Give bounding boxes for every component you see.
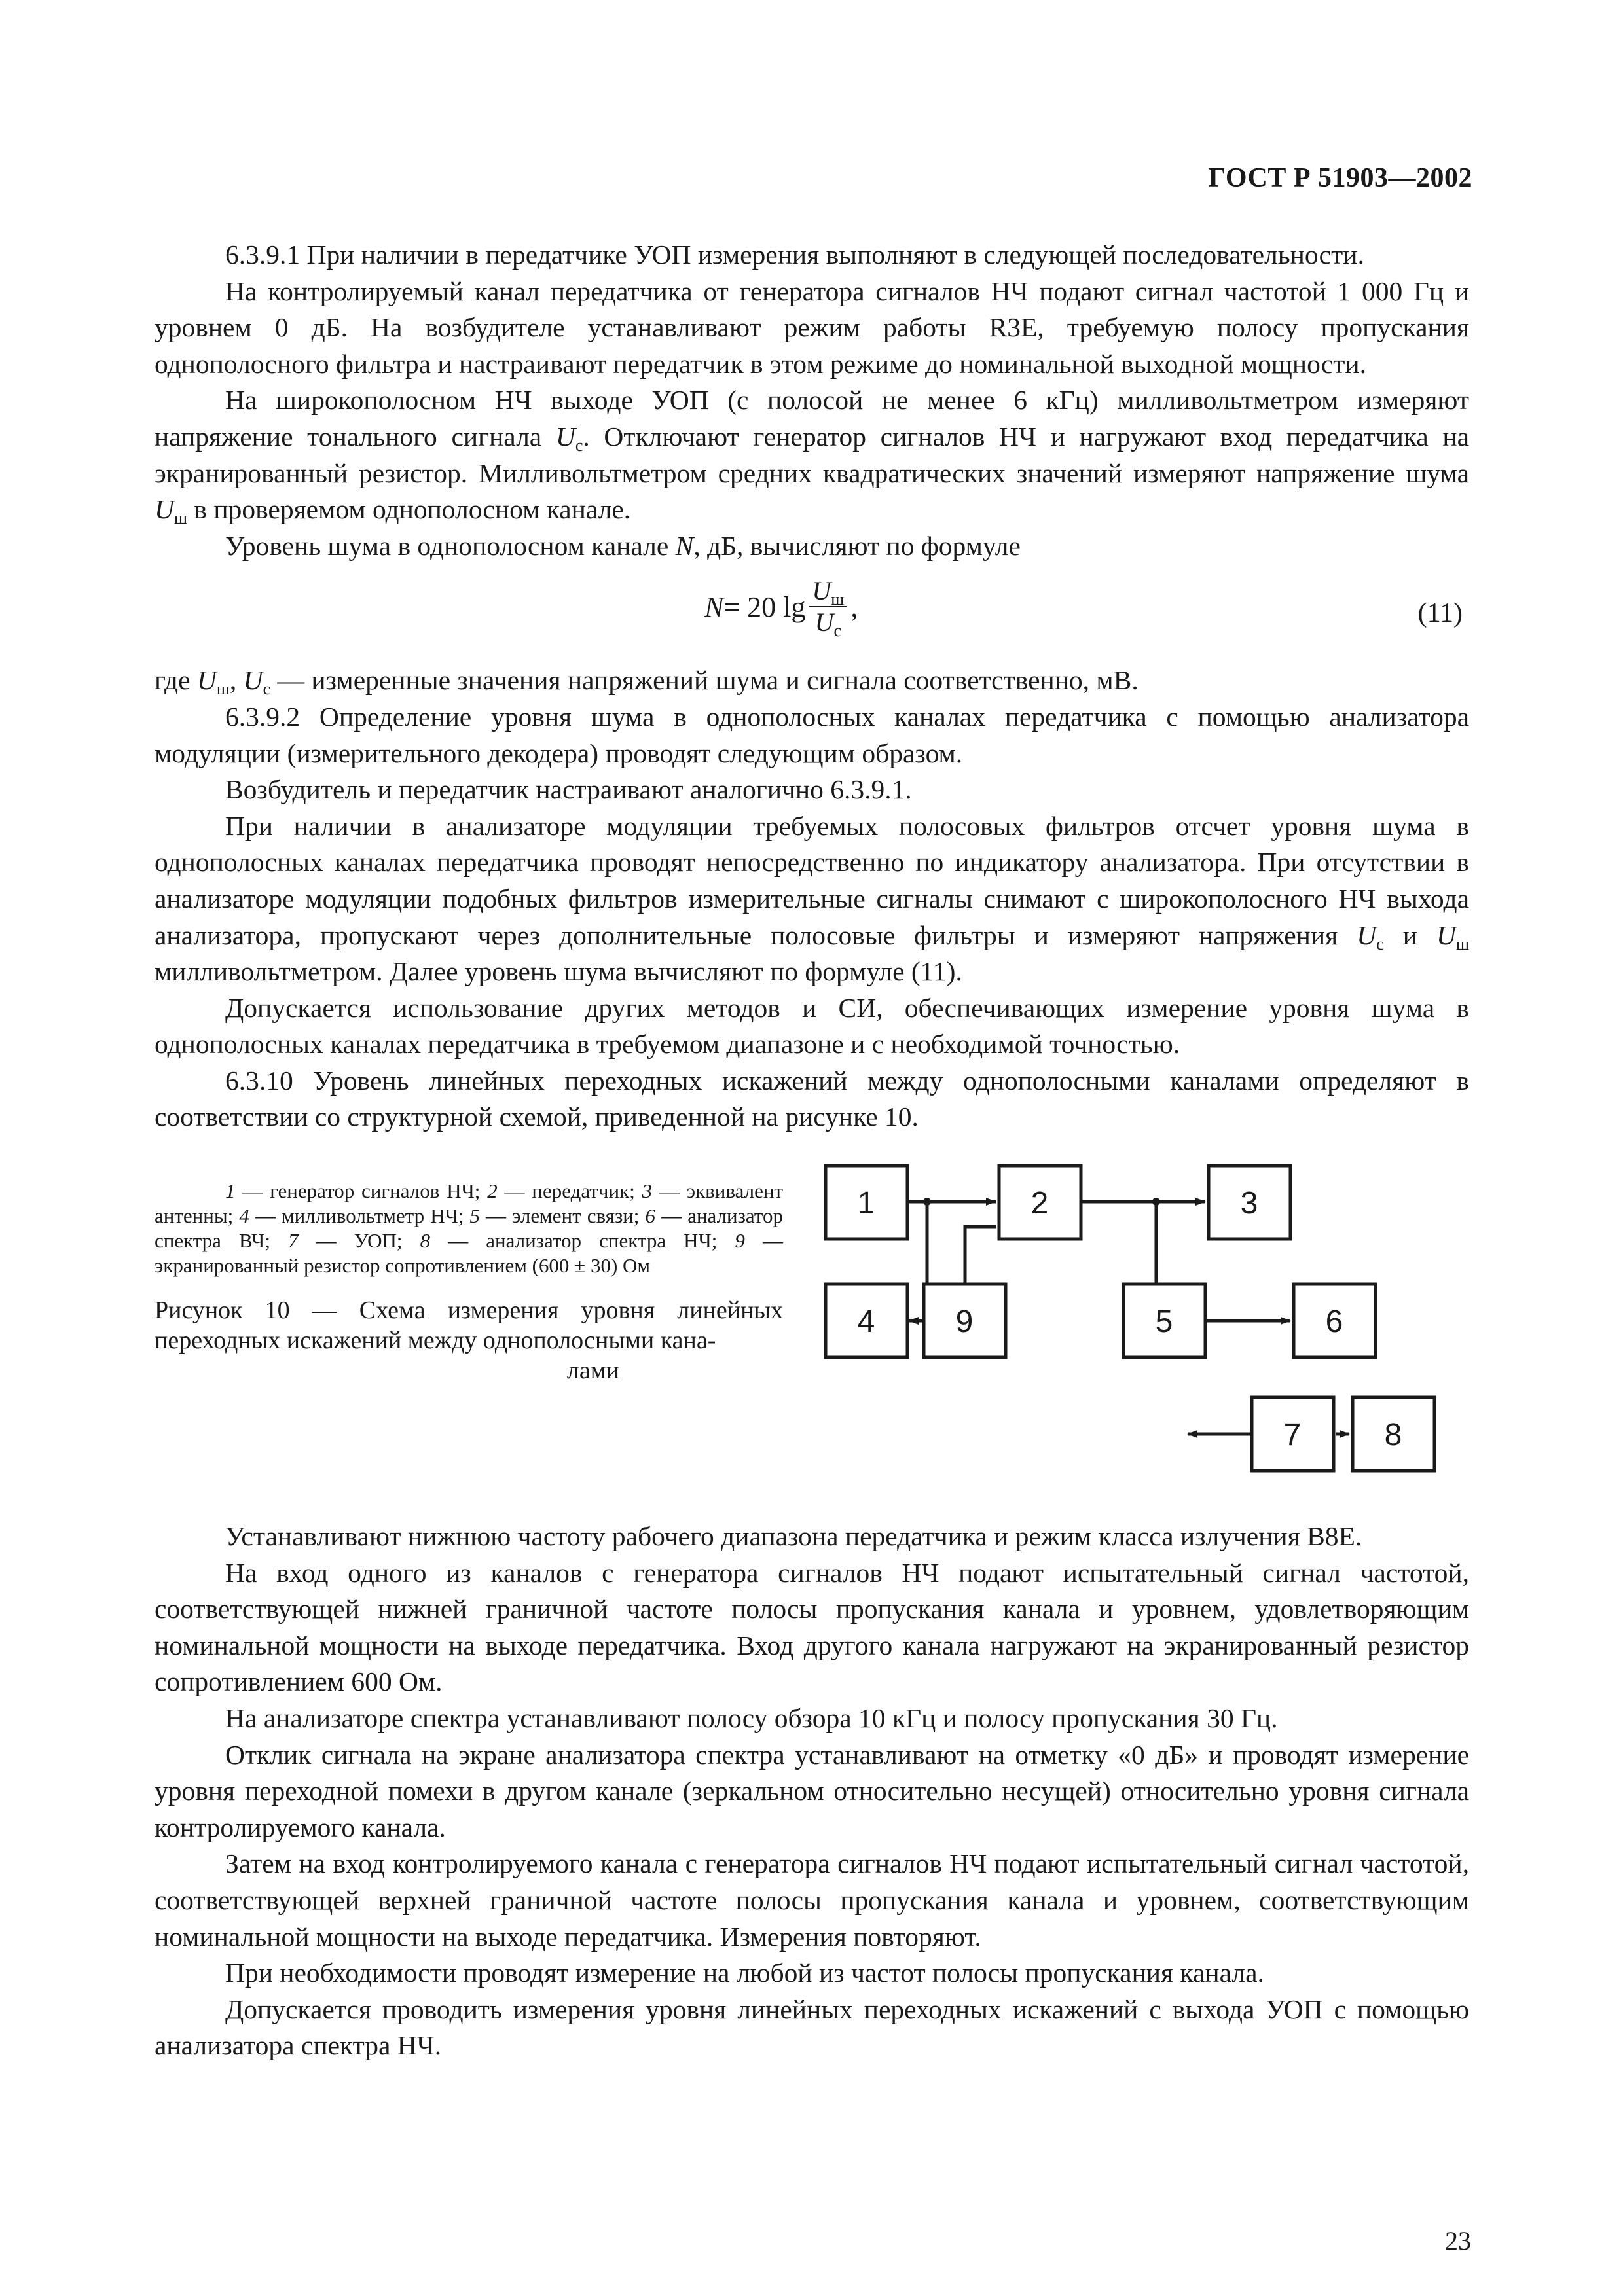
body-text-upper <box>155 237 1469 1136</box>
block-label: 1 <box>857 1186 875 1221</box>
paragraph: На контролируемый канал передатчика от генератора сигналов НЧ подают сигнал частотой 1 000 Гц и уровнем 0 дБ. На возбудителе устанавливают режим работы R3E, требуемую полосу пропускания однополосного фильтра и настраивают передатчик в этом режиме до номинальной выходной мощности. <box>155 276 1469 379</box>
paragraph: 6.3.9.2 Определение уровня шума в однополосных каналах передатчика с помощью анализатора модуляции (измерительного декодера) проводят следующим образом. <box>155 701 1469 768</box>
block-label: 9 <box>955 1304 974 1339</box>
figure-legend: 1 — генератор сигналов НЧ; 2 — передатчик; 3 — эквивалент антенны; 4 — милливольтметр НЧ; 5 — элемент связи; 6 — анализатор спектра ВЧ; 7 — УОП; 8 — анализатор спектра НЧ; 9 — экранированный резистор сопротивлением (600 ± 30) Ом <box>155 1179 784 1277</box>
paragraph: 6.3.10 Уровень линейных переходных искажений между однополосными каналами определяют в соответствии со структурной схемой, приведенной на рисунке 10. <box>155 1065 1469 1132</box>
block-diagram <box>809 1149 1470 1490</box>
paragraph-wideband: На широкополосном НЧ выходе УОП (с полосой не менее 6 кГц) милливольтметром измеряют напряжение тонального сигнала $U_с$. Отключают генератор сигналов НЧ и нагружают вход передатчика на экранированный резистор. Милливольтметром средних квадратических значений измеряют напряжение шума $U_ш$ в проверяемом однополосном канале. <box>155 385 1469 528</box>
paragraph-level: Уровень шума в однополосном канале N, дБ, вычисляют по формуле <box>225 530 1021 561</box>
figure-title: Рисунок 10 — Схема измерения уровня линейных переходных искажений между однополосными кана- <box>155 1297 783 1354</box>
figure-title-end: лами <box>566 1357 620 1384</box>
paragraph: На анализаторе спектра устанавливают полосу обзора 10 кГц и полосу пропускания 30 Гц. <box>225 1702 1278 1733</box>
paragraph: Допускается использование других методов и СИ, обеспечивающих измерение уровня шума в однополосных каналах передатчика в требуемом диапазоне и с необходимой точностью. <box>155 992 1469 1060</box>
paragraph: Возбудитель и передатчик настраивают аналогично 6.3.9.1. <box>225 774 912 805</box>
figure-10 <box>155 1123 1469 1516</box>
page-number: 23 <box>1445 2226 1471 2255</box>
paragraph: Отклик сигнала на экране анализатора спектра устанавливают на отметку «0 дБ» и проводят измерение уровня переходной помехи в другом канале (зеркальном относительно несущей) относительно уровня сигнала контролируемого канала. <box>155 1739 1469 1842</box>
block-label: 7 <box>1283 1418 1302 1452</box>
paragraph-where: где $U_ш$, $U_с$ — измеренные значения напряжений шума и сигнала соответственно, мВ. <box>155 665 1139 699</box>
formula-row <box>155 564 1469 662</box>
block-label: 5 <box>1155 1304 1173 1339</box>
paragraph: Допускается проводить измерения уровня линейных переходных искажений с выхода УОП с помощью анализатора спектра НЧ. <box>155 1994 1469 2061</box>
paragraph: При необходимости проводят измерение на любой из частот полосы пропускания канала. <box>225 1958 1264 1988</box>
block-label: 8 <box>1384 1418 1402 1452</box>
standard-header: ГОСТ Р 51903—2002 <box>1208 163 1472 193</box>
paragraph-analyzer: При наличии в анализаторе модуляции требуемых полосовых фильтров отсчет уровня шума в однополосных каналах передатчика проводят непосредственно по индикатору анализатора. При отсутствии в анализаторе модуляции подобных фильтров измерительные сигналы снимают с широкополосного НЧ выхода анализатора, пропускают через дополнительные полосовые фильтры и измеряют напряжения $U_с$ и $U_ш$ милливольтметром. Далее уровень шума вычисляют по формуле (11). <box>155 810 1469 987</box>
formula-11: N = 20 lg $\frac{U_ш}{U_с}$ , <box>704 576 858 641</box>
equation-number: (11) <box>1417 598 1463 629</box>
block-label: 3 <box>1240 1186 1258 1221</box>
paragraph: Затем на вход контролируемого канала с генератора сигналов НЧ подают испытательный сигнал частотой, соответствующей верхней граничной частоте полосы пропускания канала и уровнем, соответствующим номинальной мощности на выходе передатчика. Измерения повторяют. <box>155 1848 1469 1952</box>
formula-fraction: $\frac{U_ш}{U_с}$ <box>809 576 847 637</box>
block-label: 4 <box>857 1304 875 1339</box>
paragraph: На вход одного из каналов с генератора сигналов НЧ подают испытательный сигнал частотой, соответствующей нижней граничной частоте полосы пропускания канала и уровнем, удовлетворяющим номинальной мощности на выходе передатчика. Вход другого канала нагружают на экранированный резистор сопротивлением 600 Ом. <box>155 1557 1469 1697</box>
block-label: 6 <box>1325 1304 1343 1339</box>
paragraph: 6.3.9.1 При наличии в передатчике УОП измерения выполняют в следующей последовательности. <box>225 240 1364 270</box>
block-label: 2 <box>1030 1186 1049 1221</box>
figure-caption <box>155 1179 783 1386</box>
body-text-lower <box>155 1518 1469 2064</box>
paragraph: Устанавливают нижнюю частоту рабочего диапазона передатчика и режим класса излучения B8E. <box>225 1521 1362 1551</box>
